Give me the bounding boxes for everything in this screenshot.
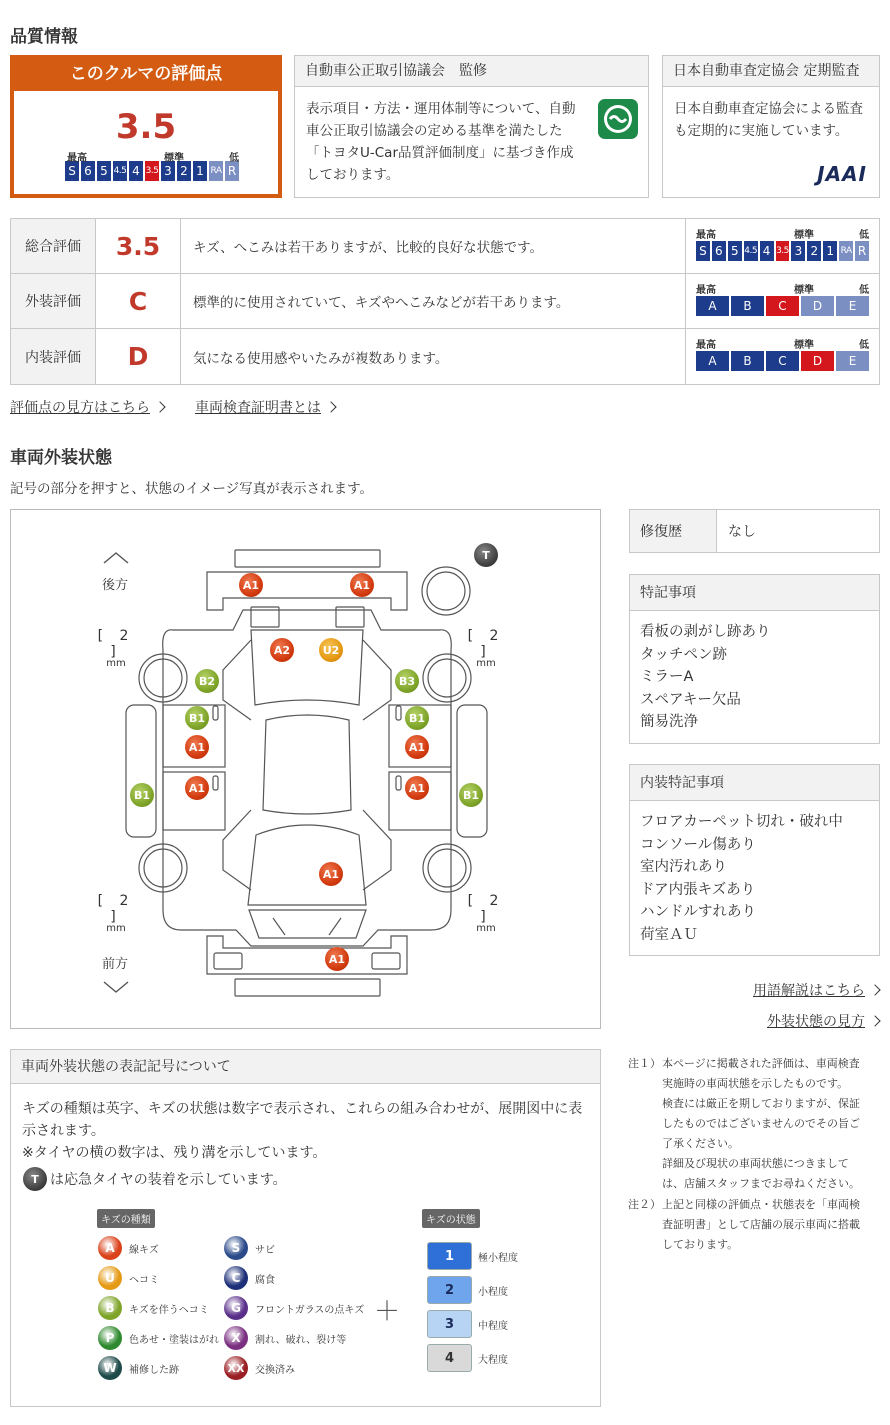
states-tag: キズの状態 (422, 1209, 480, 1228)
damage-state-label: 大程度 (478, 1354, 508, 1366)
jaai-box (662, 55, 880, 198)
score-box (10, 55, 282, 198)
damage-state-label: 小程度 (478, 1286, 508, 1298)
mark-front-door-right[interactable]: A1 (405, 776, 429, 800)
scale-cell: 2 (177, 161, 191, 181)
mark-rear-door-left-top[interactable]: B1 (185, 706, 209, 730)
interior-note-item: フロアカーペット切れ・破れ中 (640, 814, 843, 830)
damage-state-icon: 2 (427, 1276, 472, 1304)
scale-cell: 4.5 (113, 161, 127, 181)
repair-history-value: なし (728, 524, 756, 540)
mark-trunk-right[interactable]: U2 (319, 638, 343, 662)
rating-scale: 最高 標準 低 A B C D E (696, 336, 869, 371)
rating-row (11, 329, 879, 384)
scale-cell: B (731, 296, 764, 316)
scale-cell: E (836, 351, 869, 371)
scale-cell: S (65, 161, 79, 181)
legend-line3: は応急タイヤの装着を示しています。 (50, 1172, 287, 1188)
glossary-link[interactable]: 用語解説はこちら (753, 980, 879, 1000)
scale-cell: 4 (760, 241, 774, 261)
scale-cell: 3.5 (776, 241, 790, 261)
exterior-title: 車両外装状態 (10, 448, 112, 468)
damage-kind-w (98, 1356, 179, 1380)
special-note-item: ミラーA (640, 669, 694, 686)
rating-scale: 最高 標準 低 S 6 5 4.5 4 3.5 3 2 1 RA R (696, 226, 869, 261)
tire-depth-front-left: [ 2 ] mm (97, 893, 135, 934)
mark-trunk-left[interactable]: A2 (270, 638, 294, 662)
note-1-line: 本ページに掲載された評価は、車両検査 (662, 1057, 860, 1070)
interior-note-item: 荷室ＡＵ (640, 926, 698, 943)
repair-history (629, 509, 880, 553)
rating-description: 標準的に使用されていて、キズやへこみなどが若干あります。 (181, 274, 686, 328)
plus-icon: ＋ (374, 1297, 401, 1327)
note-2-label: 注２） (628, 1198, 661, 1211)
note-1-label: 注１） (628, 1057, 661, 1070)
damage-state-3 (427, 1310, 508, 1338)
damage-state-2 (427, 1276, 508, 1304)
scale-cell: A (696, 296, 729, 316)
note-1-line: したものではございませんのでその旨ご (662, 1117, 860, 1130)
scale-cell: 1 (823, 241, 837, 261)
rating-description: 気になる使用感やいたみが複数あります。 (181, 329, 686, 384)
damage-kind-c (224, 1266, 275, 1290)
mark-rear-fender-left[interactable]: B2 (195, 669, 219, 693)
damage-kind-icon: C (224, 1266, 248, 1290)
note-1-line: 詳細及び現状の車両状態につきまして (662, 1157, 849, 1170)
car-outline (11, 510, 602, 1030)
note-1-line: は、店舗スタッフまでお尋ねください。 (662, 1177, 860, 1190)
damage-kind-u (98, 1266, 159, 1290)
damage-kind-b (98, 1296, 209, 1320)
interior-notes-box (629, 764, 880, 956)
note-2 (628, 1195, 880, 1255)
legend-line1: キズの種類は英字、キズの状態は数字で表示され、これらの組み合わせが、展開図中に表示されます。 (22, 1101, 583, 1139)
scale-cell: S (696, 241, 710, 261)
scale-cell: C (766, 351, 799, 371)
damage-kind-p (98, 1326, 219, 1350)
rating-label: 総合評価 (11, 219, 96, 273)
damage-kind-icon: X (224, 1326, 248, 1350)
scale-cell: RA (839, 241, 853, 261)
special-notes-box (629, 574, 880, 744)
front-label: 前方 (102, 957, 129, 972)
note-1-line: 検査には厳正を期しておりますが、保証 (662, 1097, 860, 1110)
certificate-link[interactable]: 車両検査証明書とは (195, 397, 335, 417)
damage-kind-xx (224, 1356, 295, 1380)
tire-depth-rear-right: [ 2 ] mm (467, 628, 505, 669)
scale-cell: 6 (81, 161, 95, 181)
rating-value: C (96, 274, 181, 328)
rating-description: キズ、へこみは若干ありますが、比較的良好な状態です。 (181, 219, 686, 273)
note-1-line: 了承ください。 (662, 1137, 739, 1150)
damage-kind-g (224, 1296, 364, 1320)
scale-cell: RA (209, 161, 223, 181)
damage-kind-icon: W (98, 1356, 122, 1380)
damage-kind-a (98, 1236, 159, 1260)
legend-line2: ※タイヤの横の数字は、残り溝を示しています。 (22, 1145, 327, 1161)
scale-cell: R (225, 161, 239, 181)
interior-note-item: 室内汚れあり (640, 859, 727, 876)
legend-box (10, 1049, 601, 1407)
mark-rear-fender-right[interactable]: B3 (395, 669, 419, 693)
damage-state-icon: 1 (427, 1242, 472, 1270)
kosei-logo-icon (598, 99, 638, 139)
damage-kind-label: サビ (255, 1244, 275, 1256)
rating-value: D (96, 329, 181, 384)
note-2-line: 査証明書」として店舗の展示車両に搭載 (662, 1218, 860, 1231)
rating-scale: 最高 標準 低 A B C D E (696, 281, 869, 316)
interior-notes-heading: 内装特記事項 (630, 765, 879, 801)
scale-cell: 5 (97, 161, 111, 181)
damage-state-4 (427, 1344, 508, 1372)
damage-kind-label: 腐食 (255, 1274, 275, 1286)
mark-rocker-left[interactable]: B1 (130, 783, 154, 807)
note-1 (628, 1054, 880, 1194)
scale-cell: 1 (193, 161, 207, 181)
repair-history-label: 修復歴 (630, 510, 717, 552)
jaai-logo: JAAI (817, 162, 867, 186)
mark-rear-door-right-bottom[interactable]: A1 (405, 735, 429, 759)
damage-kind-icon: U (98, 1266, 122, 1290)
damage-kind-s (224, 1236, 275, 1260)
damage-kind-label: 補修した跡 (129, 1364, 179, 1376)
damage-kind-label: ヘコミ (129, 1274, 159, 1286)
kosei-text: 表示項目・方法・運用体制等について、自動車公正取引協議会の定める基準を満たした「トヨタU-Car品質評価制度」に基づき作成しております。 (306, 101, 576, 183)
scale-cell: C (766, 296, 799, 316)
jaai-heading: 日本自動車査定協会 定期監査 (663, 56, 879, 87)
special-notes-heading: 特記事項 (630, 575, 879, 611)
exterior-subtitle: 記号の部分を押すと、状態のイメージ写真が表示されます。 (10, 481, 374, 497)
score-guide-link[interactable]: 評価点の見方はこちら (10, 397, 164, 417)
spare-tire-legend-icon: T (23, 1167, 47, 1191)
rating-label: 内装評価 (11, 329, 96, 384)
scale-cell: 3 (161, 161, 175, 181)
rating-row (11, 219, 879, 274)
note-2-line: しております。 (662, 1238, 739, 1251)
special-note-item: タッチペン跡 (640, 646, 727, 663)
damage-kind-label: 色あせ・塗装はがれ (129, 1334, 219, 1346)
mark-front-bumper[interactable]: A1 (325, 947, 349, 971)
mark-rear-door-left-bottom[interactable]: A1 (185, 735, 209, 759)
mark-rear-bumper-right[interactable]: A1 (350, 573, 374, 597)
mark-hood[interactable]: A1 (319, 862, 343, 886)
quality-title: 品質情報 (10, 27, 78, 47)
score-box-heading: このクルマの評価点 (69, 64, 223, 84)
damage-kind-icon: A (98, 1236, 122, 1260)
score-value: 3.5 (115, 107, 177, 147)
exterior-diagram (10, 509, 601, 1029)
mark-rear-door-right-top[interactable]: B1 (405, 706, 429, 730)
kinds-tag: キズの種類 (97, 1209, 155, 1228)
damage-kind-icon: XX (224, 1356, 248, 1380)
score-scale: 最高 標準 低 S 6 5 4.5 4 3.5 3 2 1 RA R (65, 149, 239, 181)
spare-tire-mark[interactable]: T (474, 543, 498, 567)
scale-cell: 6 (712, 241, 726, 261)
scale-cell: 4.5 (744, 241, 758, 261)
mark-front-door-left[interactable]: A1 (185, 776, 209, 800)
rating-value: 3.5 (96, 219, 181, 273)
jaai-text: 日本自動車査定協会による監査も定期的に実施しています。 (674, 101, 863, 139)
note-1-line: 実施時の車両状態を示したものです。 (662, 1077, 849, 1090)
damage-kind-icon: P (98, 1326, 122, 1350)
mark-rocker-right[interactable]: B1 (459, 783, 483, 807)
scale-cell: D (801, 351, 834, 371)
damage-kind-label: キズを伴うヘコミ (129, 1304, 209, 1316)
tire-depth-front-right: [ 2 ] mm (467, 893, 505, 934)
damage-kind-label: 線キズ (129, 1244, 159, 1256)
scale-cell: A (696, 351, 729, 371)
damage-kind-icon: G (224, 1296, 248, 1320)
rating-label: 外装評価 (11, 274, 96, 328)
damage-kind-label: フロントガラスの点キズ (255, 1304, 365, 1316)
damage-state-1 (427, 1242, 518, 1270)
mark-rear-bumper-left[interactable]: A1 (239, 573, 263, 597)
damage-state-label: 極小程度 (478, 1252, 518, 1264)
damage-state-icon: 3 (427, 1310, 472, 1338)
note-2-line: 上記と同様の評価点・状態表を「車両検 (662, 1198, 860, 1211)
damage-kind-icon: S (224, 1236, 248, 1260)
damage-state-icon: 4 (427, 1344, 472, 1372)
kosei-box (294, 55, 649, 198)
interior-note-item: ドア内張キズあり (640, 881, 756, 898)
scale-cell: E (836, 296, 869, 316)
scale-cell: R (855, 241, 869, 261)
special-note-item: 看板の剥がし跡あり (640, 624, 771, 640)
special-note-item: 簡易洗浄 (640, 714, 698, 731)
tire-depth-rear-left: [ 2 ] mm (97, 628, 135, 669)
scale-cell: D (801, 296, 834, 316)
damage-kind-icon: B (98, 1296, 122, 1320)
rear-label: 後方 (102, 578, 129, 593)
scale-cell: 3 (791, 241, 805, 261)
damage-state-label: 中程度 (478, 1320, 508, 1332)
interior-note-item: ハンドルすれあり (640, 904, 756, 921)
damage-kind-label: 交換済み (255, 1364, 295, 1376)
damage-kind-x (224, 1326, 346, 1350)
scale-cell: 3.5 (145, 161, 159, 181)
scale-cell: B (731, 351, 764, 371)
scale-cell: 5 (728, 241, 742, 261)
kosei-heading: 自動車公正取引協議会 監修 (295, 56, 648, 87)
exterior-guide-link[interactable]: 外装状態の見方 (767, 1011, 879, 1031)
rating-row (11, 274, 879, 329)
interior-note-item: コンソール傷あり (640, 836, 756, 853)
special-note-item: スペアキー欠品 (640, 691, 741, 708)
legend-heading: 車両外装状態の表記記号について (11, 1050, 600, 1084)
scale-cell: 4 (129, 161, 143, 181)
damage-kind-label: 割れ、破れ、裂け等 (255, 1334, 347, 1346)
rating-table (10, 218, 880, 385)
scale-cell: 2 (807, 241, 821, 261)
